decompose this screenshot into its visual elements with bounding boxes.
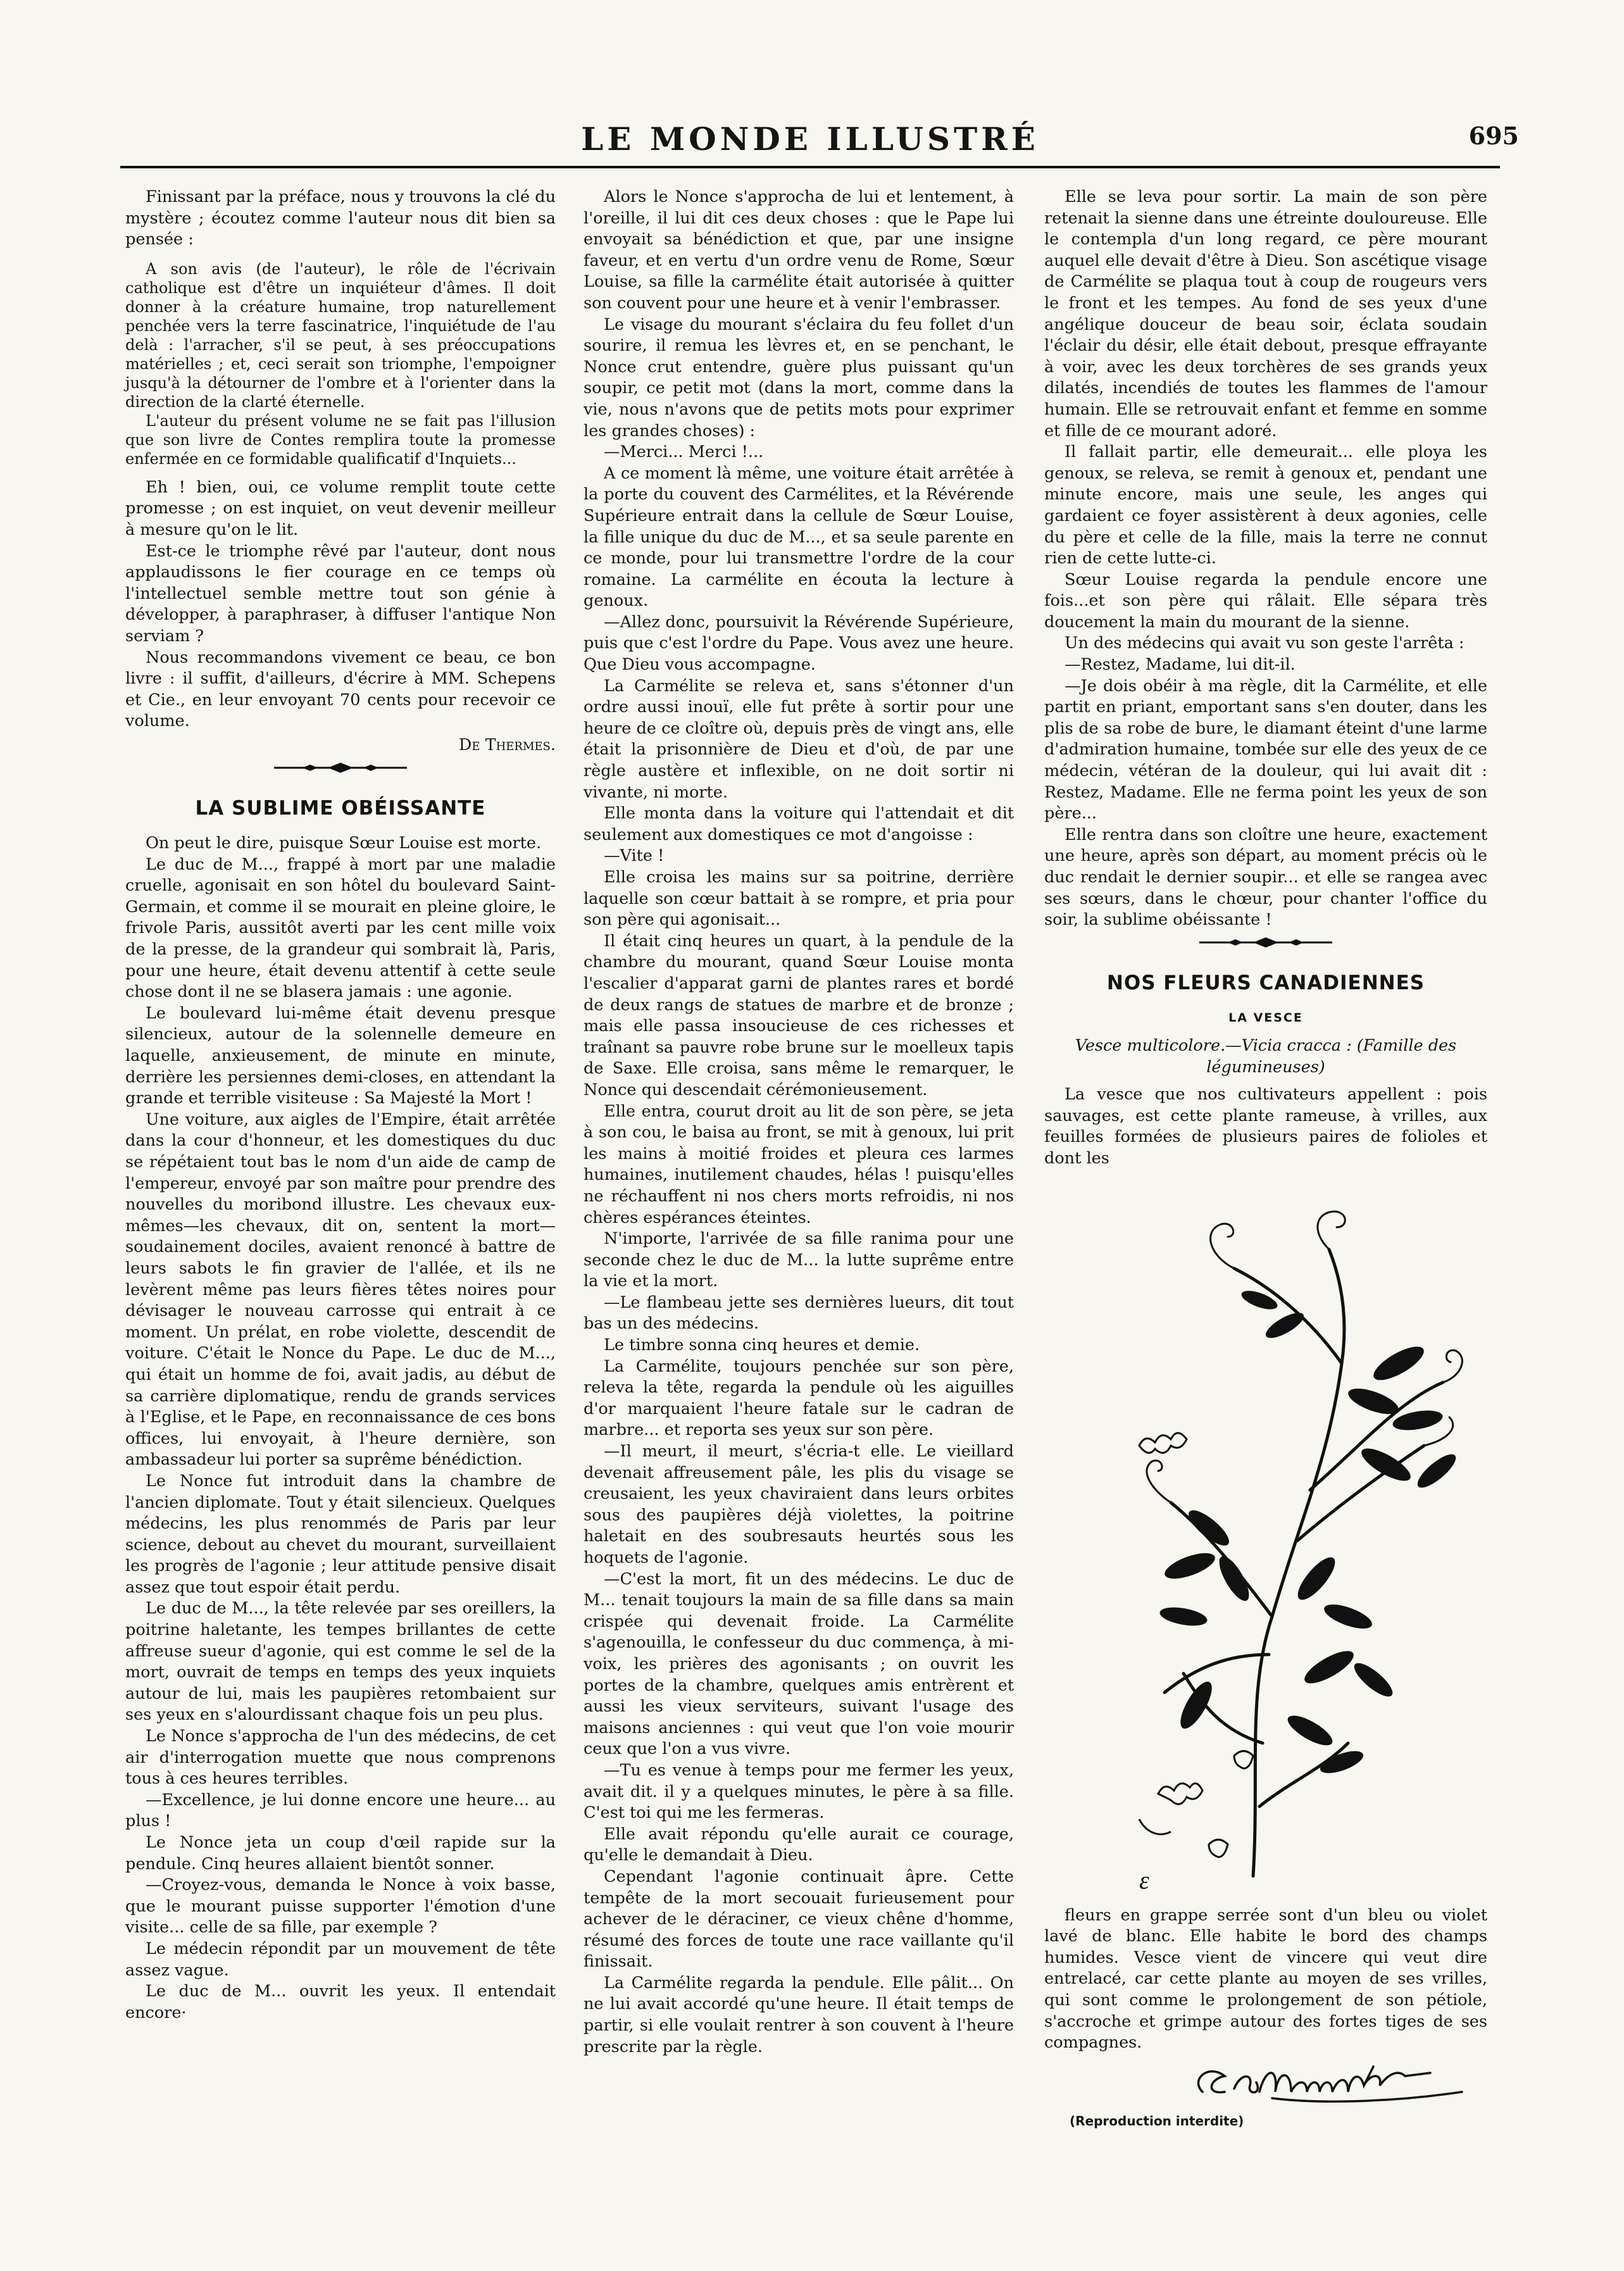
header-rule xyxy=(120,166,1500,168)
paragraph: Le Nonce s'approcha de l'un des médecins, de cet air d'interrogation muette que nous comprenons tous à ces heures terribles. xyxy=(125,1727,556,1789)
paragraph: Le duc de M..., la tête relevée par ses oreillers, la poitrine haletante, les tempes brillantes de cette affreuse sueur d'agonie, qui est comme le sel de la mort, ouvrait de temps en temps des yeux inquiets autour de lui, mais les paupières retombaient sur ses yeux en s'alourdissant chaque fois un peu plus. xyxy=(125,1599,556,1725)
species-caption: Vesce multicolore.—Vicia cracca : (Famille des légumineuses) xyxy=(1075,1035,1457,1077)
paragraph: Elle monta dans la voiture qui l'attendait et dit seulement aux domestiques ce mot d'angoisse : xyxy=(584,804,1014,844)
author-signature: De Thermes. xyxy=(458,735,556,754)
paragraph: Alors le Nonce s'approcha de lui et lentement, à l'oreille, il lui dit ces deux choses : que le Pape lui envoyait sa bénédiction et que, par une insigne faveur, et en vertu d'un ordre venu de Rome, Sœur Louise, sa fille la carmélite était autorisée à quitter son couvent pour une heure et à venir l'embrasser. xyxy=(584,187,1014,313)
paragraph: Le visage du mourant s'éclaira du feu follet d'un sourire, il remua les lèvres et, en se penchant, le Nonce crut entendre, guère plus puissant qu'un soupir, ce petit mot (dans la mort, comme dans la vie, nous n'avons que de petits mots pour exprimer les grandes choses) : xyxy=(584,315,1014,441)
paragraph: Le boulevard lui-même était devenu presque silencieux, autour de la solennelle demeure en laquelle, anxieusement, de minute en minute, derrière les persiennes demi-closes, en attendant la grande et terrible visiteuse : Sa Majesté la Mort ! xyxy=(125,1003,556,1108)
section-subtitle: LA VESCE xyxy=(1228,1011,1303,1025)
paragraph: Elle avait répondu qu'elle aurait ce courage, qu'elle le demandait à Dieu. xyxy=(584,1824,1014,1865)
paragraph: N'importe, l'arrivée de sa fille ranima pour une seconde chez le duc de M... la lutte suprême entre la vie et la mort. xyxy=(584,1229,1014,1291)
paragraph: La Carmélite se releva et, sans s'étonner d'un ordre aussi inouï, elle fut prête à sortir pour une heure de ce cloître où, depuis près de vingt ans, elle était la prisonnière de Dieu et d'où, de par une règle austère et inflexible, on ne doit sortir ni vivante, ni morte. xyxy=(584,676,1014,802)
column-2 xyxy=(584,187,1014,2058)
paragraph: —Tu es venue à temps pour me fermer les yeux, avait dit. il y a quelques minutes, le père à sa fille. C'est toi qui me les fermeras. xyxy=(584,1760,1014,1823)
page-number: 695 xyxy=(1468,122,1519,150)
page-header xyxy=(120,120,1519,171)
quote-paragraph: A son avis (de l'auteur), le rôle de l'écrivain catholique est d'être un inquiéteur d'âmes. Il doit donner à la créature humaine, trop naturellement penchée vers la terre fascinatrice, l'inquiétude de l'au delà : l'arracher, s'il se peut, à ses préoccupations matérielles ; et, ceci serait son triomphe, l'empoigner jusqu'à la détourner de l'ombre et à l'orienter dans la direction de la clarté éternelle. xyxy=(125,260,556,411)
paragraph: —Je dois obéir à ma règle, dit la Carmélite, et elle partit en priant, emportant sans s'en douter, dans les plis de sa robe de bure, le diamant éteint d'une larme d'admiration humaine, tombée sur elle des yeux de ce médecin, vétéran de la douleur, qui lui avait dit : Restez, Madame. Elle ne ferma point les yeux de son père... xyxy=(1044,676,1487,823)
paragraph: —Merci... Merci !... xyxy=(604,442,764,462)
paragraph: Le timbre sonna cinq heures et demie. xyxy=(604,1336,920,1355)
paragraph: On peut le dire, puisque Sœur Louise est morte. xyxy=(146,834,542,853)
masthead: LE MONDE ILLUSTRÉ xyxy=(581,120,1039,158)
paragraph: —Le flambeau jette ses dernières lueurs, dit tout bas un des médecins. xyxy=(584,1292,1014,1334)
paragraph: Elle rentra dans son cloître une heure, exactement une heure, après son départ, au moment précis où le duc rendait le dernier soupir... et elle se rangea avec ses sœurs, dans le chœur, pour chanter l'office du soir, la sublime obéissante ! xyxy=(1044,825,1487,930)
section-title: NOS FLEURS CANADIENNES xyxy=(1106,971,1425,994)
paragraph: —Vite ! xyxy=(604,846,665,866)
paragraph: Le duc de M..., frappé à mort par une maladie cruelle, agonisait en son hôtel du boulevard Saint-Germain, et comme il se mourait en pleine gloire, le frivole Paris, aussitôt averti par les cent mille voix de la presse, de la grandeur qui sombrait là, Paris, pour une heure, était devenu attentif à cette seule chose dont il ne se blasera jamais : une agonie. xyxy=(125,854,556,1002)
paragraph: Nous recommandons vivement ce beau, ce bon livre : il suffit, d'ailleurs, d'écrire à MM. Schepens et Cie., en leur envoyant 70 cents pour recevoir ce volume. xyxy=(125,648,556,731)
svg-text:ε: ε xyxy=(1139,1865,1149,1894)
paragraph: —Il meurt, il meurt, s'écria-t elle. Le vieillard devenait affreusement pâle, les plis du visage se creusaient, les yeux chaviraient dans leurs orbites sous des paupières déjà violettes, la poitrine haletait en des soubresauts heurtés sous les hoquets de l'agonie. xyxy=(584,1442,1014,1567)
paragraph: —Croyez-vous, demanda le Nonce à voix basse, que le mourant puisse supporter l'émotion d'une visite... celle de sa fille, par exemple ? xyxy=(125,1875,556,1937)
paragraph: Eh ! bien, oui, ce volume remplit toute cette promesse ; on est inquiet, on veut devenir meilleur à mesure qu'on le lit. xyxy=(125,477,556,539)
column-1 xyxy=(125,187,556,2024)
paragraph: —Excellence, je lui donne encore une heure... au plus ! xyxy=(125,1790,556,1831)
handwritten-signature xyxy=(1044,2054,1487,2111)
paragraph: Le duc de M... ouvrit les yeux. Il entendait encore· xyxy=(125,1982,556,2022)
paragraph: Elle croisa les mains sur sa poitrine, derrière laquelle son cœur battait à se rompre, et pria pour son père qui agonisait... xyxy=(584,868,1014,930)
paragraph: La Carmélite, toujours penchée sur son père, releva la tête, regarda la pendule où les aiguilles d'or marquaient l'heure fatale sur le cadran de marbre... et reporta ses yeux sur son père. xyxy=(584,1356,1014,1440)
paragraph: Le médecin répondit par un mouvement de tête assez vague. xyxy=(125,1939,556,1980)
ornament-divider xyxy=(125,756,556,782)
paragraph: La Carmélite regarda la pendule. Elle pâlit... On ne lui avait accordé qu'une heure. Il était temps de partir, si elle voulait rentrer à son couvent à l'heure prescrite par la règle. xyxy=(584,1973,1014,2056)
paragraph: —Restez, Madame, lui dit-il. xyxy=(1065,655,1296,675)
paragraph: Cependant l'agonie continuait âpre. Cette tempête de la mort secouait furieusement pour achever de le déraciner, ce vieux chêne d'homme, résumé des forces de toute une race vaillante qu'il finissait. xyxy=(584,1867,1014,1972)
paragraph: Il était cinq heures un quart, à la pendule de la chambre du mourant, quand Sœur Louise monta l'escalier d'apparat garni de plantes rares et bordé de deux rangs de statues de marbre et de bronze ; mais elle passa insoucieuse de ces richesses et traînant sa pauvre robe brune sur le moelleux tapis de Saxe. Elle croisa, sans même le remarquer, le Nonce qui descendait cérémonieusement. xyxy=(584,931,1014,1099)
paragraph: —C'est la mort, fit un des médecins. Le duc de M... tenait toujours la main de sa fille dans sa main crispée qui devenait froide. La Carmélite s'agenouilla, le confesseur du duc commença, à mi-voix, les prières des agonisants ; on ouvrit les portes de la chambre, quelques amis entrèrent et aussi les vieux serviteurs, suivant l'usage des maisons anciennes : qui veut que l'on voie mourir ceux que l'on a vus vivre. xyxy=(584,1569,1014,1759)
reproduction-notice: (Reproduction interdite) xyxy=(1070,2113,1244,2129)
paragraph: Un des médecins qui avait vu son geste l'arrêta : xyxy=(1065,634,1465,653)
paragraph: Il fallait partir, elle demeurait... elle ploya les genoux, se releva, se remit à genoux et, pendant une minute encore, mais une seule, les anges qui gardaient ce foyer assistèrent à deux agonies, celle du père et celle de la fille, mais la terre ne connut rien de cette lutte-ci. xyxy=(1044,442,1487,568)
paragraph: Elle entra, courut droit au lit de son père, se jeta à son cou, le baisa au front, se mit à genoux, lui prit les mains à moitié froides et pleura ces larmes humaines, inutilement chaudes, hélas ! puisqu'elles ne réchauffent ni nos chers morts refroidis, ni nos chères espérances éteintes. xyxy=(584,1101,1014,1227)
paragraph: Sœur Louise regarda la pendule encore une fois...et son père qui râlait. Elle sépara très doucement la main du mourant de la sienne. xyxy=(1044,570,1487,632)
paragraph: fleurs en grappe serrée sont d'un bleu ou violet lavé de blanc. Elle habite le bord des champs humides. Vesce vient de vincere qui veut dire entrelacé, car cette plante au moyen de ses vrilles, qui sont comme le prolongement de son pétiole, s'accroche et grimpe autour des fortes tiges de ses compagnes. xyxy=(1044,1905,1487,2053)
paragraph: Elle se leva pour sortir. La main de son père retenait la sienne dans une étreinte douloureuse. Elle le contempla d'un long regard, ce père mourant auquel elle devait d'être à Dieu. Son ascétique visage de Carmélite se plaqua tout à coup de rougeurs vers le front et les tempes. Au fond de ses yeux d'une angélique douceur de beau soir, éclata soudain l'éclair du désir, elle était debout, presque effrayante à voir, avec les deux torchères de ses grands yeux dilatés, incendiés de toutes les flammes de l'amour humain. Elle se retrouvait enfant et femme en somme et fille de ce mourant adoré. xyxy=(1044,187,1487,441)
paragraph: Est-ce le triomphe rêvé par l'auteur, dont nous applaudissons le fier courage en ce temps où l'intellectuel semble mettre tout son génie à développer, à paraphraser, à diffuser l'antique Non serviam ? xyxy=(125,541,556,646)
ornament-divider xyxy=(1044,931,1487,956)
paragraph: Le Nonce fut introduit dans la chambre de l'ancien diplomate. Tout y était silencieux. Quelques médecins, les plus renommés de Paris par leur science, debout au chevet du mourant, surveillaient les progrès de l'agonie ; leur attitude pensive disait assez que tout espoir était perdu. xyxy=(125,1471,556,1597)
paragraph: Le Nonce jeta un coup d'œil rapide sur la pendule. Cinq heures allaient bientôt sonner. xyxy=(125,1833,556,1874)
paragraph: Finissant par la préface, nous y trouvons la clé du mystère ; écoutez comme l'auteur nous dit bien sa pensée : xyxy=(125,187,556,249)
quote-paragraph: L'auteur du présent volume ne se fait pas l'illusion que son livre de Contes remplira toute la promesse enfermée en ce formidable qualificatif d'Inquiets... xyxy=(125,411,556,468)
vetch-illustration xyxy=(1044,1173,1487,1901)
paragraph: Une voiture, aux aigles de l'Empire, était arrêtée dans la cour d'honneur, et les domestiques du duc se répétaient tout bas le nom d'un aide de camp de l'empereur, envoyé par son maître pour prendre des nouvelles du moribond illustre. Les chevaux eux-mêmes—les chevaux, dit on, sentent la mort—soudainement dociles, avaient renoncé à battre de leurs sabots le fin gravier de l'allée, et ils ne levèrent même pas leurs fières têtes noires pour dévisager le nouveau carrosse qui entrait à ce moment. Un prélat, en robe violette, descendit de voiture. C'était le Nonce du Pape. Le duc de M..., qui était un homme de foi, avait jadis, au début de sa carrière diplomatique, rendu de grands services à l'Eglise, et le Pape, en reconnaissance de ces bons offices, lui envoyait, à l'heure dernière, son ambassadeur lui porter sa suprême bénédiction. xyxy=(125,1110,556,1470)
paragraph: —Allez donc, poursuivit la Révérende Supérieure, puis que c'est l'ordre du Pape. Vous avez une heure. Que Dieu vous accompagne. xyxy=(584,612,1014,675)
column-3 xyxy=(1044,187,1487,2132)
paragraph: La vesce que nos cultivateurs appellent : pois sauvages, est cette plante rameuse, à vrilles, aux feuilles formées de plusieurs paires de folioles et dont les xyxy=(1044,1085,1487,1168)
section-title: LA SUBLIME OBÉISSANTE xyxy=(195,796,486,820)
paragraph: A ce moment là même, une voiture était arrêtée à la porte du couvent des Carmélites, et la Révérende Supérieure entrait dans la cellule de Sœur Louise, la fille unique du duc de M..., et sa seule parente en ce monde, pour lui transmettre l'ordre de la cour romaine. La carmélite en écouta la lecture à genoux. xyxy=(584,463,1014,611)
